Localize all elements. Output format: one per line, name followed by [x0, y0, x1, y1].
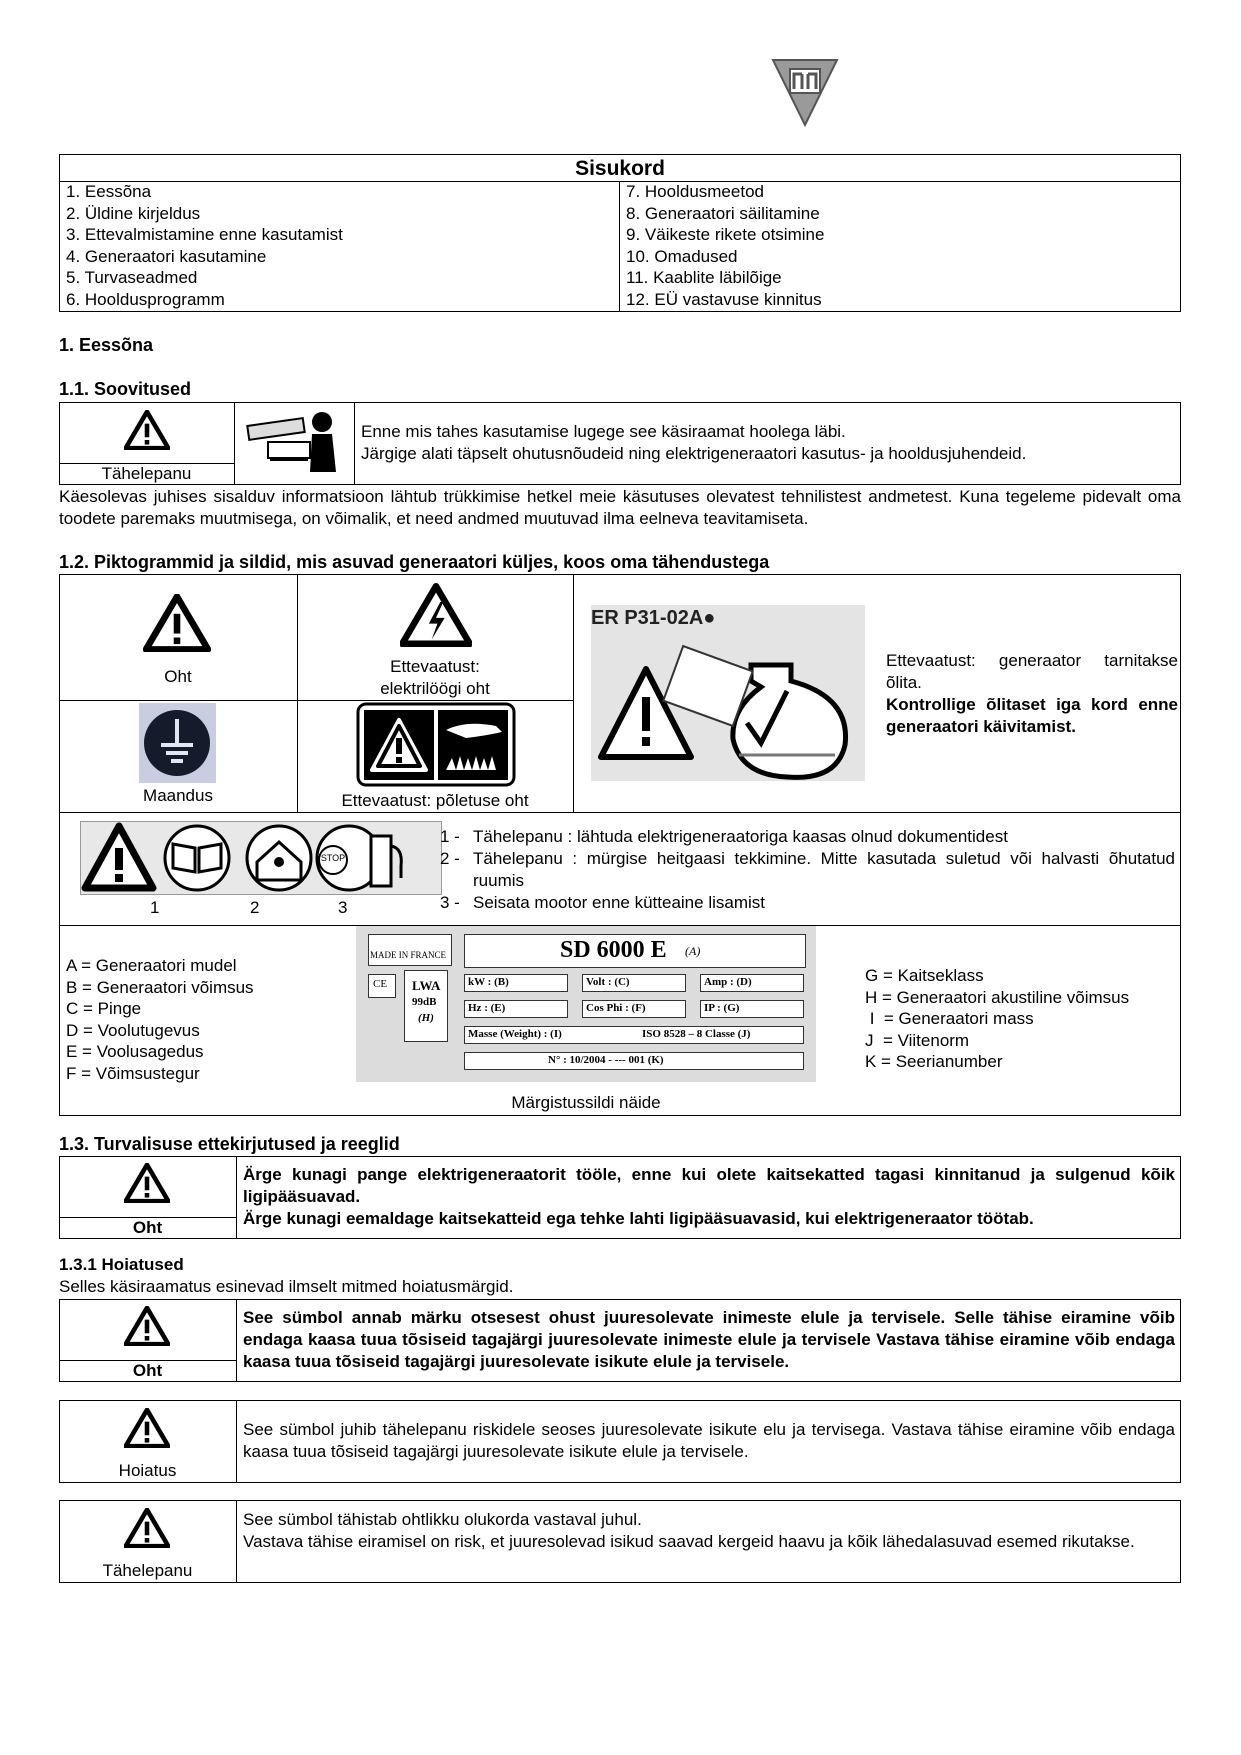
sticker-item-2-text: Tähelepanu : mürgise heitgaasi tekkimine. Mitte kasutada suletud või halvasti õhutatud ruumis [473, 849, 1175, 890]
plate-iso: ISO 8528 – 8 Classe (J) [642, 1028, 751, 1040]
warning-sticker-strip [80, 821, 442, 895]
danger-icon [124, 1306, 170, 1346]
toc-item[interactable]: 5. Turvaseadmed [66, 268, 198, 287]
danger-label: Oht [164, 667, 192, 686]
burn-hazard-label: Ettevaatust: põletuse oht [341, 791, 529, 810]
plate-volt: Volt : (C) [586, 976, 630, 988]
toc-title: Sisukord [575, 157, 665, 180]
section-heading-1-3: 1.3. Turvalisuse ettekirjutused ja reeglid [59, 1134, 400, 1154]
electric-shock-icon [400, 582, 472, 648]
legend-item: C = Pinge [66, 999, 142, 1018]
plate-caption: Märgistussildi näide [511, 1093, 661, 1112]
danger-label: Oht [132, 1218, 163, 1237]
plate-model-ref: (A) [685, 944, 701, 958]
warning-icon [124, 1408, 170, 1448]
oil-label-code: ER P31-02A● [591, 607, 716, 629]
legend-item: I = Generaatori mass [865, 1009, 1034, 1028]
safety-rule-2: Ärge kunagi eemaldage kaitsekatteid ega tehke lahti ligipääsuavasid, kui elektrigeneraator töötab. [243, 1209, 1034, 1228]
safety-rule-1: Ärge kunagi pange elektrigeneraatorit tööle, enne kui olete kaitsekatted tagasi kinnitanud ja sulgenud kõik ligipääsuavad. [243, 1165, 1175, 1206]
plate-kw: kW : (B) [468, 976, 509, 988]
legend-item: H = Generaatori akustiline võimsus [865, 988, 1130, 1007]
toc-item[interactable]: 6. Hooldusprogramm [66, 290, 225, 309]
sticker-item-1-text: Tähelepanu : lähtuda elektrigeneraatoriga kaasas olnud dokumentidest [473, 827, 1008, 846]
hazard-label: Hoiatus [118, 1461, 177, 1480]
danger-icon [143, 594, 211, 652]
electric-shock-label-2: elektrilöögi oht [380, 679, 490, 698]
plate-h: (H) [418, 1012, 434, 1024]
hazard-text-line-2: Vastava tähise eiramisel on risk, et juuresolevad isikud saavad kergeid haavu ja kõik lähedalasuvad esemed rikutakse. [243, 1532, 1135, 1551]
plate-masse: Masse (Weight) : (I) [468, 1028, 562, 1040]
stop-text: STOP [320, 853, 346, 863]
warning-icon [124, 410, 170, 450]
toc-item[interactable]: 1. Eessõna [66, 182, 152, 201]
toc-item[interactable]: 10. Omadused [626, 247, 738, 266]
danger-icon [124, 1163, 170, 1203]
section-heading-1-1: 1.1. Soovitused [59, 379, 192, 399]
legend-item: A = Generaatori mudel [66, 956, 237, 975]
plate-model: SD 6000 E [560, 937, 667, 963]
hazard-text: See sümbol annab märku otsesest ohust juuresolevate inimeste elule ja tervisele. Selle tähise eiramine võib endaga kaasa tuua tõsiseid tagajärgi juuresolevate inimeste elule ja tervisele Vastava tähise eiramine võib endaga kaasa tuua tõsiseid tagajärgi juuresolevate isikute elule ja tervisele. [243, 1308, 1175, 1371]
plate-db: 99dB [412, 996, 437, 1008]
warning-label: Tähelepanu [101, 464, 192, 483]
oil-warning-text-2: Kontrollige õlitaset iga kord enne generaatori käivitamist. [886, 695, 1178, 736]
sticker-item-3-text: Seisata mootor enne kütteaine lisamist [473, 893, 765, 912]
legend-item: B = Generaatori võimsus [66, 978, 254, 997]
ground-label: Maandus [143, 786, 213, 805]
section-heading-1-2: 1.2. Piktogrammid ja sildid, mis asuvad generaatori küljes, koos oma tähendustega [59, 552, 770, 572]
legend-item: E = Voolusagedus [66, 1042, 204, 1061]
toc-item[interactable]: 12. EÜ vastavuse kinnitus [626, 290, 822, 309]
recommendation-line-1: Enne mis tahes kasutamise lugege see käsiraamat hoolega läbi. [361, 422, 846, 441]
section-heading-1-3-1: 1.3.1 Hoiatused [59, 1255, 184, 1274]
sticker-item-3-number: 3 - [440, 893, 460, 912]
plate-made-in: MADE IN FRANCE [370, 950, 447, 960]
ground-icon [139, 703, 216, 783]
toc-item[interactable]: 8. Generaatori säilitamine [626, 204, 820, 223]
legend-item: K = Seerianumber [865, 1052, 1003, 1071]
burn-hazard-icon [356, 702, 516, 787]
plate-amp: Amp : (D) [704, 976, 752, 988]
sticker-item-1-number: 1 - [440, 827, 460, 846]
sticker-item-2-number: 2 - [440, 849, 460, 868]
legend-item: J = Viitenorm [865, 1031, 970, 1050]
company-logo-icon [770, 55, 840, 130]
toc-item[interactable]: 4. Generaatori kasutamine [66, 247, 267, 266]
hazard-label: Tähelepanu [102, 1561, 193, 1580]
electric-shock-label-1: Ettevaatust: [390, 657, 480, 676]
toc-item[interactable]: 11. Kaablite läbilõige [626, 268, 782, 287]
oil-warning-image [591, 605, 865, 781]
attention-icon [124, 1508, 170, 1548]
hazard-label: Oht [132, 1361, 163, 1380]
plate-cos: Cos Phi : (F) [586, 1002, 646, 1014]
rating-plate-image [356, 926, 816, 1082]
toc-item[interactable]: 2. Üldine kirjeldus [66, 204, 201, 223]
hazard-text: See sümbol juhib tähelepanu riskidele seoses juuresolevate isikute elu ja tervisega. Vastava tähise eiramine võib endaga kaasa tuua tõsiseid tagajärgi juuresolevate isikute elule ja tervisele. [243, 1420, 1175, 1461]
legend-item: D = Voolutugevus [66, 1021, 200, 1040]
warnings-intro: Selles käsiraamatus esinevad ilmselt mitmed hoiatusmärgid. [59, 1277, 514, 1296]
plate-serial: N° : 10/2004 - --- 001 (K) [548, 1054, 664, 1066]
legend-item: G = Kaitseklass [865, 966, 984, 985]
section-heading-1: 1. Eessõna [59, 335, 154, 355]
recommendation-line-2: Järgige alati täpselt ohutusnõudeid ning elektrigeneraatori kasutus- ja hooldusjuhendeid. [361, 444, 1027, 463]
sticker-number-2: 2 [250, 898, 260, 917]
toc-item[interactable]: 7. Hooldusmeetod [626, 182, 764, 201]
hazard-text-line-1: See sümbol tähistab ohtlikku olukorda vastaval juhul. [243, 1510, 642, 1529]
plate-lwa: LWA [412, 978, 441, 993]
sticker-number-3: 3 [338, 898, 348, 917]
reading-manual-icon [240, 408, 350, 478]
plate-ip: IP : (G) [704, 1002, 740, 1014]
disclaimer-paragraph: Käesolevas juhises sisalduv informatsioon lähtub trükkimise hetkel meie käsutuses olevatest tehnilistest andmetest. Kuna tegeleme pidevalt oma toodete paremaks muutmisega, on võimalik, et need andmed muutuvad ilma eelneva teavitamiseta. [59, 487, 1181, 528]
plate-ce: CE [373, 978, 388, 990]
legend-item: F = Võimsustegur [66, 1064, 200, 1083]
oil-warning-text-1: Ettevaatust: generaator tarnitakse õlita. [886, 651, 1178, 692]
sticker-number-1: 1 [150, 898, 160, 917]
toc-item[interactable]: 3. Ettevalmistamine enne kasutamist [66, 225, 343, 244]
plate-hz: Hz : (E) [468, 1002, 506, 1014]
toc-item[interactable]: 9. Väikeste rikete otsimine [626, 225, 825, 244]
